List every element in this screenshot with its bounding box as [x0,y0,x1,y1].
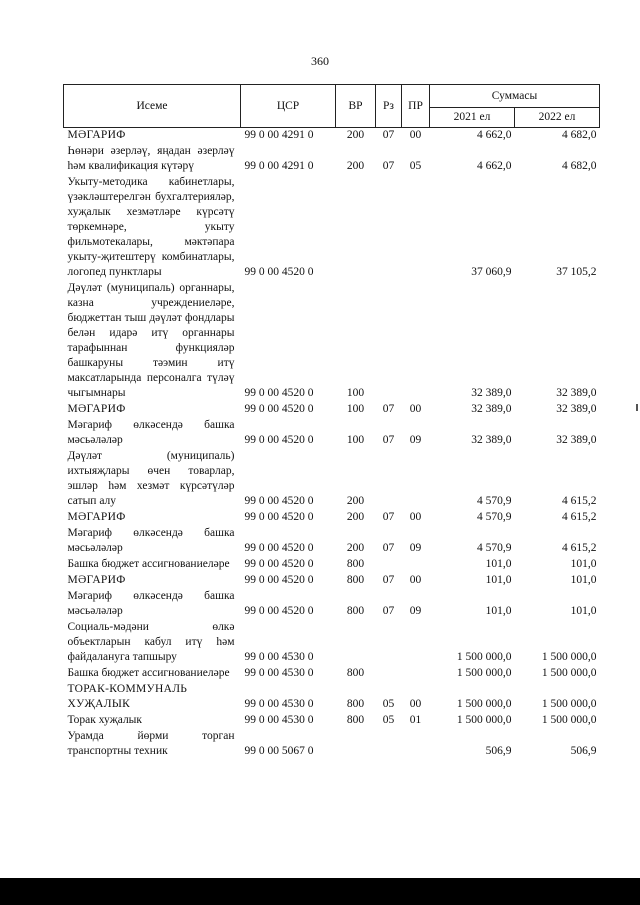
row-2021-amount-cell: 32 389,0 [471,403,512,415]
row-name-cell: Һөнәри әзерләү, яңадан әзерләү һәм квалификация күтәрү [67,145,235,172]
table-row [64,557,600,573]
row-pr-cell [402,175,430,281]
row-csr-cell: 99 0 00 5067 0 [244,745,314,757]
row-2022-amount-cell: 101,0 [570,574,597,586]
row-vr-cell: 100 [346,387,365,399]
row-csr-cell: 99 0 00 4520 0 [244,266,314,278]
row-name-cell: Дәүләт (муниципаль) органнары, казна учреждениеләре, бюджеттан тыш дәүләт фондлары белән идарә итү органнары тарафыннан функцияләр башкаруны тәэмин итү максатларында персоналга түләү чыгымнары [67,282,235,399]
row-2022-amount-cell: 32 389,0 [556,403,597,415]
scan-edge-mark [636,404,638,411]
row-2021-amount-cell: 4 662,0 [477,160,512,172]
row-name-cell: Укыту-методика кабинетлары, үзәкләштерелгән бухгалтерияләр, хуҗалык хезмәтләре күрсәтү төркемнәре, укыту фильмотекалары, мәктәпара укыту-җитештерү комбинатлары, логопед пунктлары [67,176,235,278]
table-header [64,85,600,128]
row-rz-cell: 07 [382,542,395,554]
table-row [64,682,600,713]
row-csr-cell: 99 0 00 4520 0 [244,574,314,586]
row-csr-cell: 99 0 00 4520 0 [244,434,314,446]
row-2021-amount-cell: 37 060,9 [471,266,512,278]
row-pr-cell: 00 [409,403,422,415]
row-2022-amount-cell: 4 682,0 [562,129,597,141]
row-rz-cell [376,666,402,682]
row-name-cell: Мәгариф өлкәсендә башка мәсьәләләр [67,527,235,554]
row-name-cell: Социаль-мәдәни өлкә объектларын кабул итү һәм файдалануга тапшыру [67,621,235,663]
row-csr-cell: 99 0 00 4520 0 [244,403,314,415]
row-pr-cell [402,666,430,682]
header-pr: ПР [402,85,430,128]
row-2022-amount-cell: 506,9 [570,745,597,757]
row-2022-amount-cell: 32 389,0 [556,387,597,399]
table-row [64,510,600,526]
row-2022-amount-cell: 32 389,0 [556,434,597,446]
row-2021-amount-cell: 1 500 000,0 [456,714,512,726]
row-pr-cell: 09 [409,434,422,446]
row-pr-cell: 09 [409,605,422,617]
row-pr-cell: 01 [409,714,422,726]
row-csr-cell: 99 0 00 4520 0 [244,605,314,617]
row-vr-cell: 800 [346,698,365,710]
table-row [64,729,600,760]
table-row [64,449,600,510]
table-row [64,573,600,589]
row-rz-cell: 07 [382,160,395,172]
row-vr-cell [336,175,376,281]
row-2021-amount-cell: 1 500 000,0 [456,651,512,663]
row-name-cell: МӘГАРИФ [67,403,126,415]
row-rz-cell: 07 [382,434,395,446]
row-rz-cell: 07 [382,403,395,415]
row-pr-cell: 05 [409,160,422,172]
row-csr-cell: 99 0 00 4530 0 [244,714,314,726]
row-csr-cell: 99 0 00 4530 0 [244,698,314,710]
row-name-cell: Дәүләт (муниципаль) ихтыяҗлары өчен товарлар, эшләр һәм хезмәт күрсәтүләр сатып алу [67,450,235,507]
row-rz-cell [376,620,402,666]
row-pr-cell: 00 [409,574,422,586]
row-vr-cell: 100 [346,403,365,415]
table-row [64,144,600,175]
table-row [64,526,600,557]
table-row [64,713,600,729]
table-row [64,281,600,402]
scan-bottom-border [0,878,640,905]
row-vr-cell: 200 [346,129,365,141]
header-csr: ЦСР [241,85,336,128]
row-2022-amount-cell: 4 615,2 [562,542,597,554]
row-2021-amount-cell: 4 570,9 [477,542,512,554]
header-year-2021: 2021 ел [430,108,515,128]
row-rz-cell: 07 [382,574,395,586]
row-vr-cell: 100 [346,434,365,446]
header-name: Исеме [64,85,241,128]
row-pr-cell: 00 [409,511,422,523]
row-2022-amount-cell: 1 500 000,0 [541,698,597,710]
row-vr-cell: 800 [346,558,365,570]
row-rz-cell [376,175,402,281]
row-2021-amount-cell: 506,9 [485,745,512,757]
row-pr-cell [402,449,430,510]
table-row [64,402,600,418]
row-csr-cell: 99 0 00 4291 0 [244,160,314,172]
row-name-cell: Башка бюджет ассигнованиеләре [67,667,230,679]
row-rz-cell [376,729,402,760]
row-2021-amount-cell: 32 389,0 [471,434,512,446]
row-name-cell: Башка бюджет ассигнованиеләре [67,558,230,570]
row-rz-cell [376,449,402,510]
row-vr-cell: 200 [346,511,365,523]
row-rz-cell: 07 [382,129,395,141]
row-rz-cell: 07 [382,511,395,523]
row-name-cell: ТОРАК-КОММУНАЛЬ ХУҖАЛЫК [67,683,188,710]
row-pr-cell: 09 [409,542,422,554]
row-vr-cell [336,729,376,760]
row-csr-cell: 99 0 00 4520 0 [244,558,314,570]
row-vr-cell: 800 [346,605,365,617]
row-2021-amount-cell: 101,0 [485,574,512,586]
row-csr-cell: 99 0 00 4520 0 [244,511,314,523]
row-2022-amount-cell: 101,0 [570,605,597,617]
row-2022-amount-cell: 1 500 000,0 [541,667,597,679]
row-csr-cell: 99 0 00 4520 0 [244,495,314,507]
row-csr-cell: 99 0 00 4291 0 [244,129,314,141]
row-vr-cell: 200 [346,160,365,172]
table-row [64,418,600,449]
row-2021-amount-cell: 4 662,0 [477,129,512,141]
row-name-cell: Торак хуҗалык [67,714,142,726]
page-number: 360 [311,54,329,68]
row-pr-cell [402,281,430,402]
row-rz-cell [376,281,402,402]
row-csr-cell: 99 0 00 4520 0 [244,387,314,399]
table-body [64,128,600,761]
row-2022-amount-cell: 4 615,2 [562,495,597,507]
budget-table-container [63,84,599,760]
row-pr-cell: 00 [409,698,422,710]
row-vr-cell: 800 [346,667,365,679]
row-vr-cell [336,620,376,666]
row-vr-cell: 800 [346,574,365,586]
row-2022-amount-cell: 1 500 000,0 [541,714,597,726]
table-row [64,128,600,145]
row-vr-cell: 200 [346,542,365,554]
row-2021-amount-cell: 4 570,9 [477,495,512,507]
header-rz: Рз [376,85,402,128]
header-year-2022: 2022 ел [515,108,600,128]
header-vr: ВР [336,85,376,128]
row-2021-amount-cell: 4 570,9 [477,511,512,523]
budget-table [63,84,600,760]
row-2022-amount-cell: 1 500 000,0 [541,651,597,663]
row-2021-amount-cell: 1 500 000,0 [456,667,512,679]
row-csr-cell: 99 0 00 4530 0 [244,667,314,679]
table-row [64,175,600,281]
row-2022-amount-cell: 4 615,2 [562,511,597,523]
row-rz-cell: 05 [382,714,395,726]
row-name-cell: МӘГАРИФ [67,511,126,523]
row-2021-amount-cell: 101,0 [485,605,512,617]
table-row [64,666,600,682]
table-row [64,620,600,666]
row-pr-cell [402,557,430,573]
row-name-cell: Мәгариф өлкәсендә башка мәсьәләләр [67,590,235,617]
header-sums: Суммасы [430,85,600,108]
row-csr-cell: 99 0 00 4530 0 [244,651,314,663]
row-pr-cell [402,620,430,666]
row-2021-amount-cell: 32 389,0 [471,387,512,399]
row-rz-cell: 05 [382,698,395,710]
row-rz-cell [376,557,402,573]
row-name-cell: МӘГАРИФ [67,574,126,586]
row-pr-cell: 00 [409,129,422,141]
row-name-cell: МӘГАРИФ [67,129,126,141]
row-2021-amount-cell: 1 500 000,0 [456,698,512,710]
row-2022-amount-cell: 4 682,0 [562,160,597,172]
row-2021-amount-cell: 101,0 [485,558,512,570]
row-vr-cell: 200 [346,495,365,507]
row-rz-cell: 07 [382,605,395,617]
row-2022-amount-cell: 101,0 [570,558,597,570]
row-csr-cell: 99 0 00 4520 0 [244,542,314,554]
table-row [64,589,600,620]
row-vr-cell: 800 [346,714,365,726]
row-2022-amount-cell: 37 105,2 [556,266,597,278]
row-pr-cell [402,729,430,760]
row-name-cell: Урамда йөрми торган транспортны техник [67,730,235,757]
row-name-cell: Мәгариф өлкәсендә башка мәсьәләләр [67,419,235,446]
